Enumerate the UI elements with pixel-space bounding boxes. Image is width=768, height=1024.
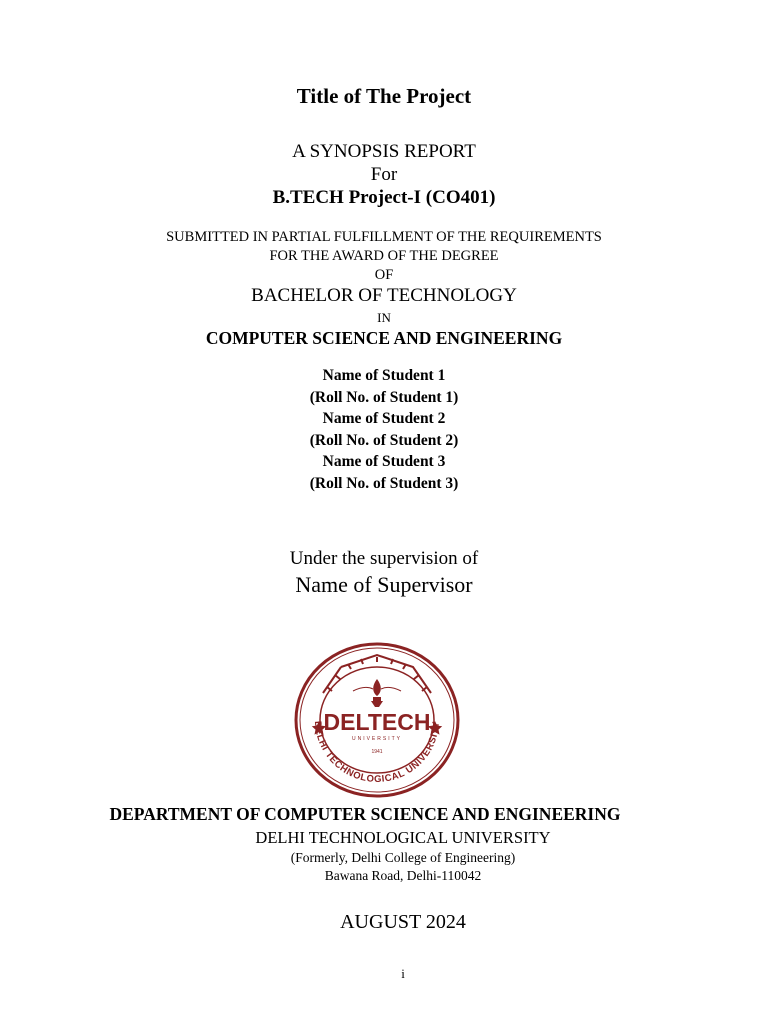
degree-name: BACHELOR OF TECHNOLOGY [251, 285, 517, 306]
award-statement: FOR THE AWARD OF THE DEGREE [269, 248, 499, 264]
submitted-statement: SUBMITTED IN PARTIAL FULFILLMENT OF THE REQUIREMENTS [166, 229, 602, 245]
supervision-label: Under the supervision of [289, 548, 479, 569]
seal-subtitle: UNIVERSITY [351, 736, 403, 742]
supervisor-name: Name of Supervisor [295, 572, 473, 597]
student-name-2: Name of Student 2 [322, 410, 446, 428]
branch-name: COMPUTER SCIENCE AND ENGINEERING [205, 328, 563, 348]
in-label: IN [377, 310, 391, 325]
page-number: i [401, 966, 405, 981]
seal-year: 1941 [371, 749, 383, 755]
department-name: DEPARTMENT OF COMPUTER SCIENCE AND ENGINEERING [109, 804, 621, 824]
student-roll-1: (Roll No. of Student 1) [309, 388, 459, 406]
report-type: A SYNOPSIS REPORT [292, 141, 476, 162]
submission-date: AUGUST 2024 [340, 911, 466, 933]
of-label: OF [374, 267, 394, 283]
university-address: Bawana Road, Delhi-110042 [324, 868, 482, 883]
course-name: B.TECH Project-I (CO401) [272, 187, 496, 208]
seal-wordmark: DELTECH [323, 709, 431, 735]
university-seal-icon [293, 641, 461, 799]
project-title: Title of The Project [296, 84, 472, 108]
student-name-1: Name of Student 1 [322, 367, 446, 384]
for-label: For [370, 164, 398, 185]
formerly-name: (Formerly, Delhi College of Engineering) [290, 850, 516, 865]
student-roll-2: (Roll No. of Student 2) [309, 431, 459, 449]
university-name: DELHI TECHNOLOGICAL UNIVERSITY [255, 828, 551, 847]
student-name-3: Name of Student 3 [322, 453, 446, 471]
student-list [0, 365, 768, 495]
student-roll-3: (Roll No. of Student 3) [309, 474, 459, 492]
seal-ring-text: DELHI TECHNOLOGICAL UNIVERSITY [311, 720, 443, 786]
